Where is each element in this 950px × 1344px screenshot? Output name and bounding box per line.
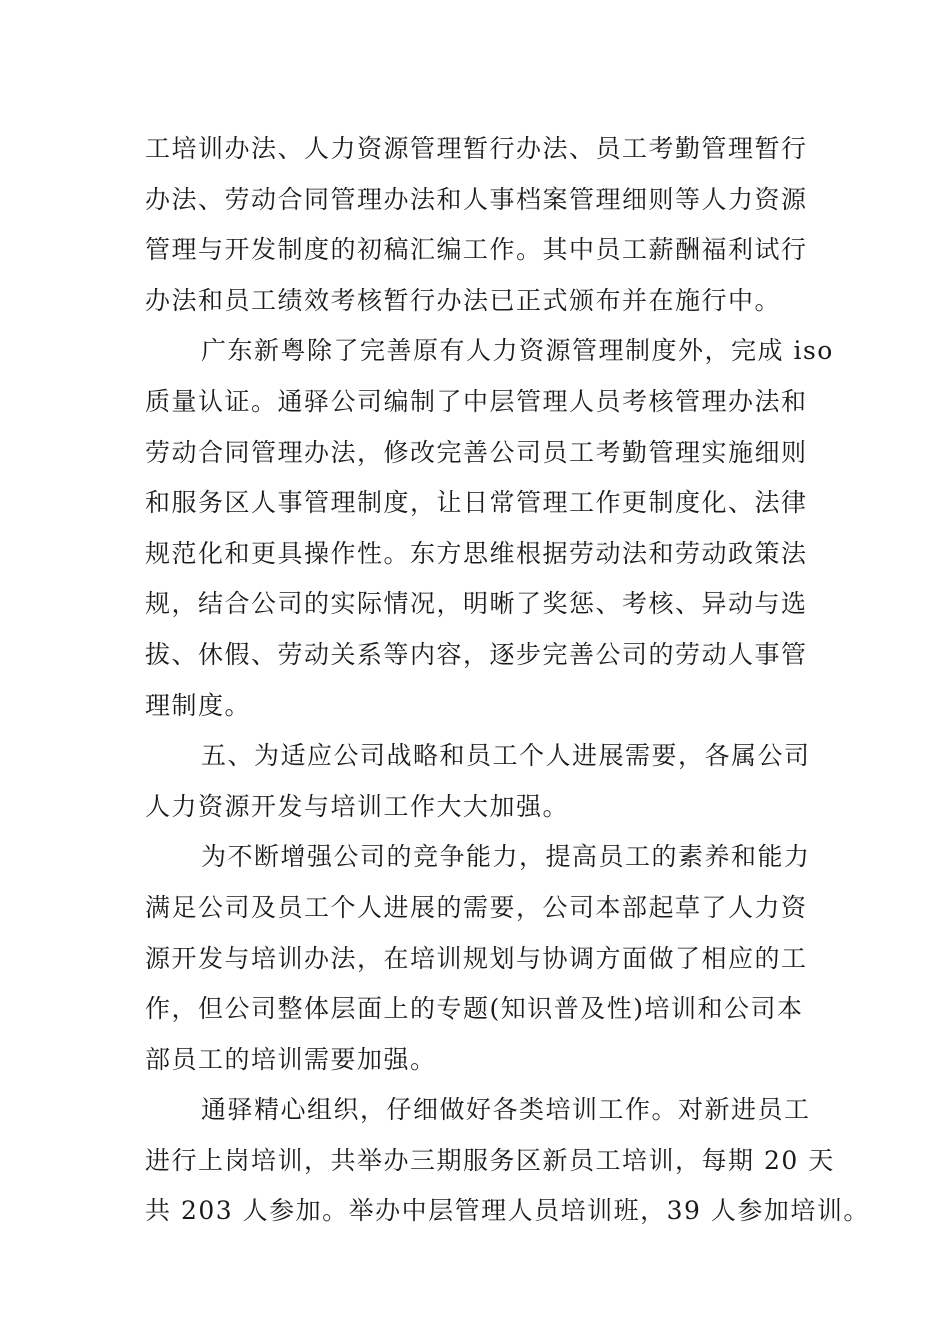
paragraph-2 xyxy=(145,326,835,731)
paragraph-line: 作，但公司整体层面上的专题(知识普及性)培训和公司本 xyxy=(145,994,804,1024)
document-body xyxy=(145,124,870,1237)
paragraph-line: 理制度。 xyxy=(145,690,252,720)
paragraph-4 xyxy=(145,832,835,1085)
paragraph-line: 通驿精心组织，仔细做好各类培训工作。对新进员工 xyxy=(201,1095,811,1125)
paragraph-line: 满足公司及员工个人进展的需要，公司本部起草了人力资 xyxy=(145,892,808,922)
paragraph-5 xyxy=(145,1085,870,1237)
paragraph-line: 劳动合同管理办法，修改完善公司员工考勤管理实施细则 xyxy=(145,437,808,467)
paragraph-line: 质量认证。通驿公司编制了中层管理人员考核管理办法和 xyxy=(145,386,808,416)
paragraph-line: 部员工的培训需要加强。 xyxy=(145,1044,437,1074)
paragraph-line: 源开发与培训办法，在培训规划与协调方面做了相应的工 xyxy=(145,943,808,973)
paragraph-line: 办法、劳动合同管理办法和人事档案管理细则等人力资源 xyxy=(145,184,808,214)
paragraph-line: 管理与开发制度的初稿汇编工作。其中员工薪酬福利试行 xyxy=(145,235,808,265)
paragraph-3 xyxy=(145,731,835,832)
paragraph-line: 为不断增强公司的竞争能力，提高员工的素养和能力 xyxy=(201,842,811,872)
paragraph-line: 共 203 人参加。举办中层管理人员培训班，39 人参加培训。 xyxy=(145,1196,870,1226)
paragraph-line: 工培训办法、人力资源管理暂行办法、员工考勤管理暂行 xyxy=(145,134,808,163)
paragraph-line: 和服务区人事管理制度，让日常管理工作更制度化、法律 xyxy=(145,488,808,518)
paragraph-1 xyxy=(145,124,835,326)
paragraph-line: 规范化和更具操作性。东方思维根据劳动法和劳动政策法 xyxy=(145,538,808,568)
paragraph-line: 进行上岗培训，共举办三期服务区新员工培训，每期 20 天 xyxy=(145,1145,835,1175)
section-heading-line: 人力资源开发与培训工作大大加强。 xyxy=(145,791,570,821)
section-heading-line: 五、为适应公司战略和员工个人进展需要，各属公司 xyxy=(201,741,811,771)
paragraph-line: 规，结合公司的实际情况，明晰了奖惩、考核、异动与选 xyxy=(145,589,808,619)
paragraph-line: 办法和员工绩效考核暂行办法已正式颁布并在施行中。 xyxy=(145,285,782,315)
paragraph-line: 广东新粤除了完善原有人力资源管理制度外，完成 iso xyxy=(201,336,834,366)
paragraph-line: 拔、休假、劳动关系等内容，逐步完善公司的劳动人事管 xyxy=(145,639,808,669)
